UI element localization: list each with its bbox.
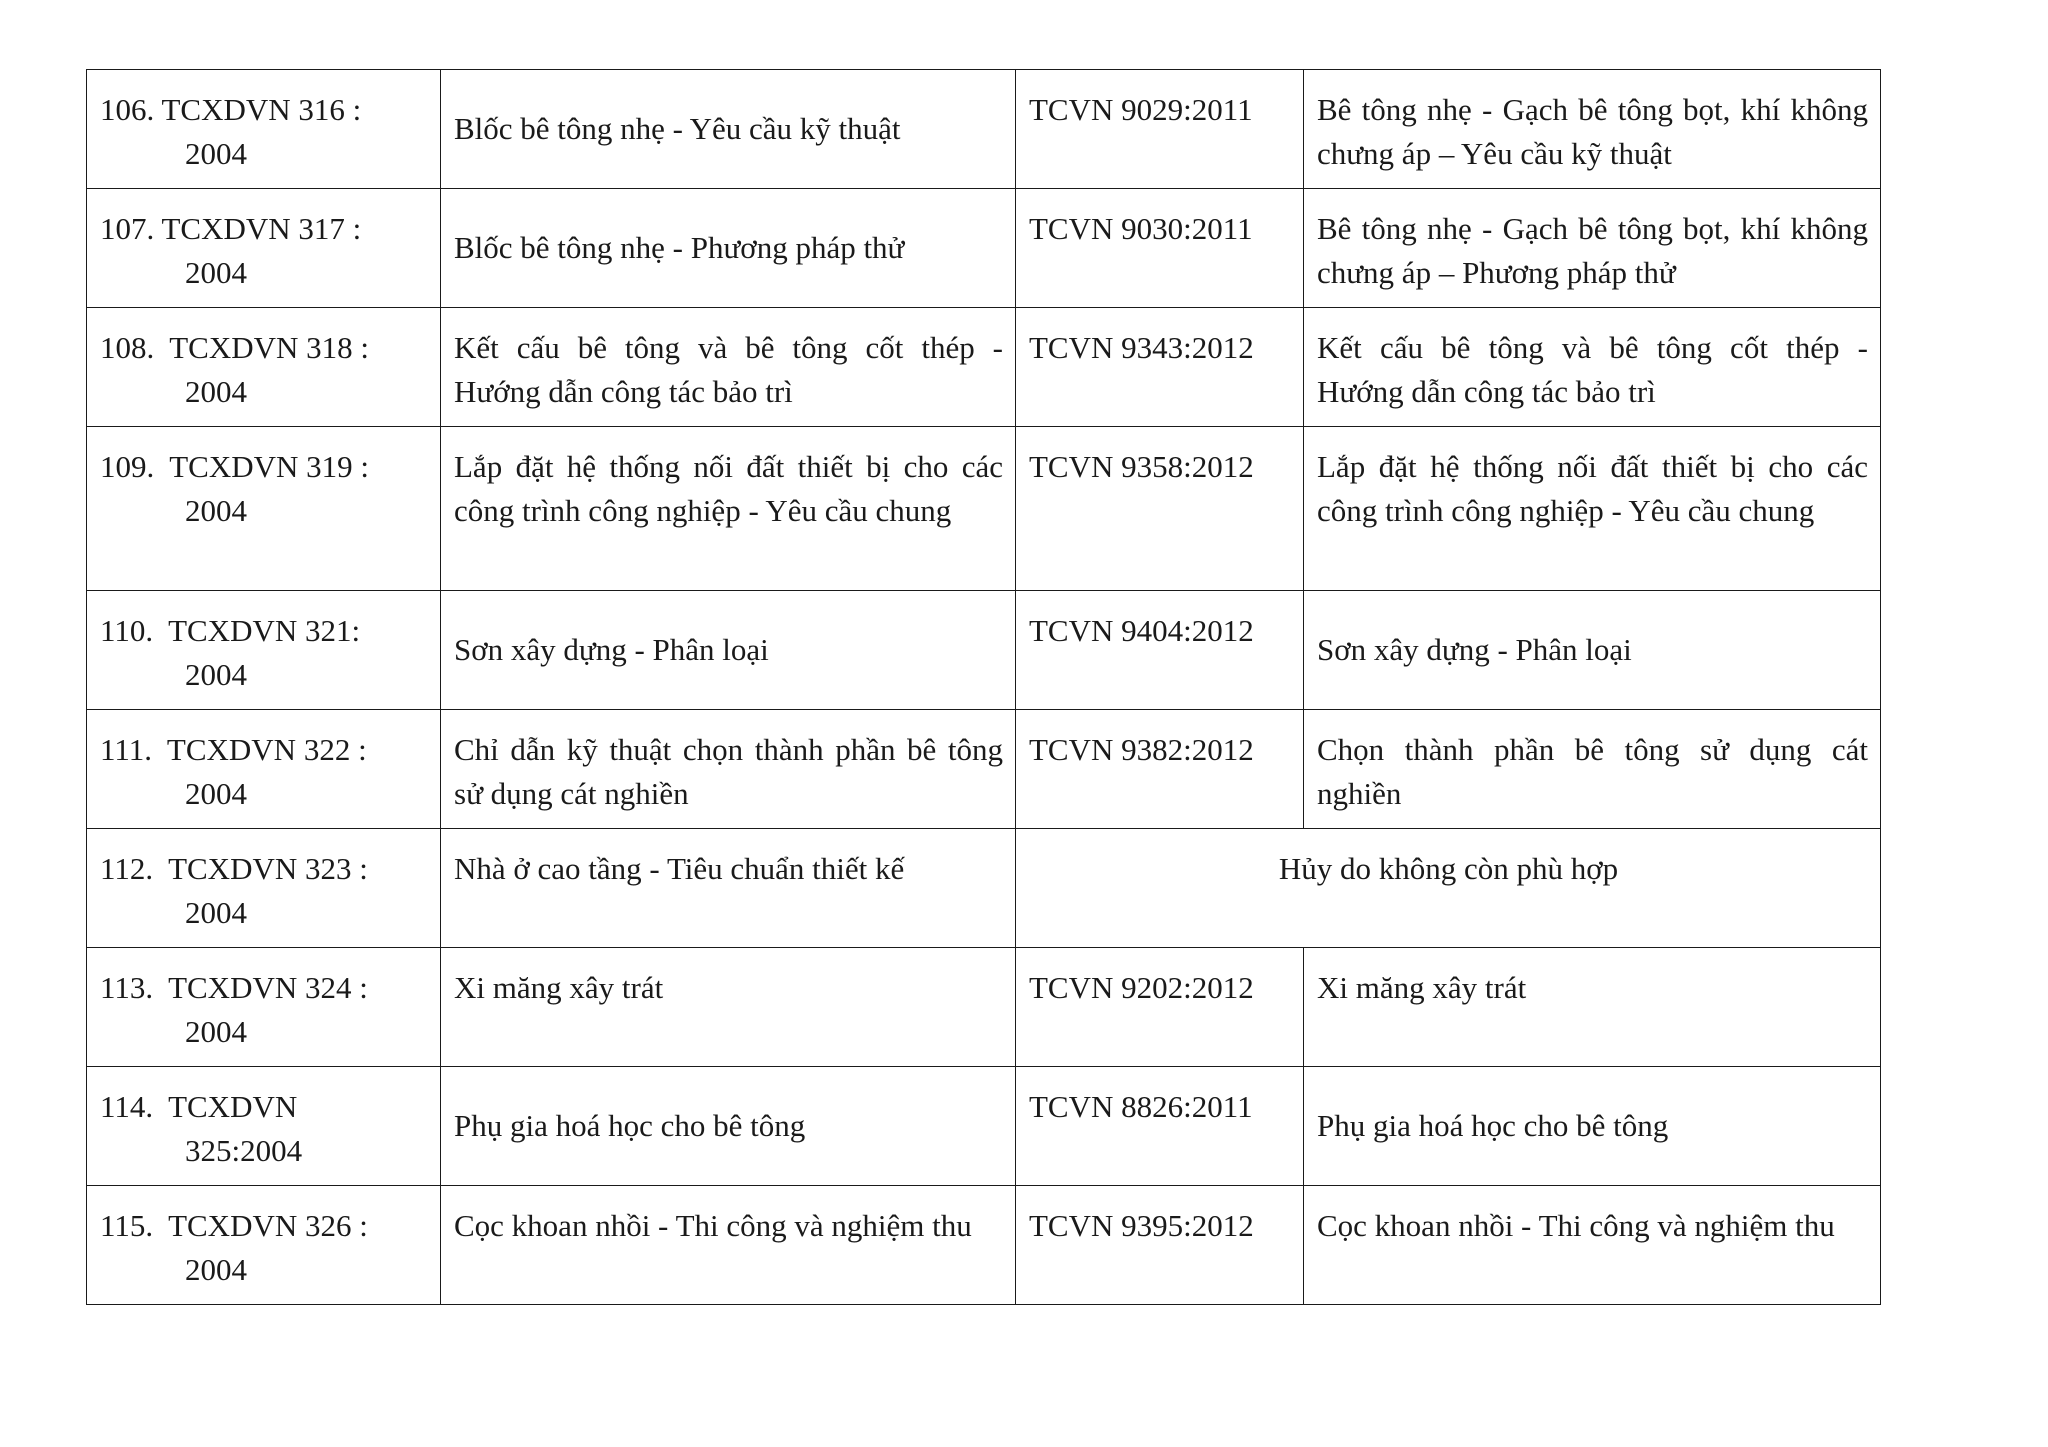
row-number: 112. <box>100 851 154 886</box>
table-row <box>87 308 1881 427</box>
row-number: 110. <box>100 613 154 648</box>
old-standard-title: Kết cấu bê tông và bê tông cốt thép - Hướng dẫn công tác bảo trì <box>441 308 1016 427</box>
new-standard-code: TCVN 9395:2012 <box>1016 1186 1304 1305</box>
old-standard-code-cell <box>87 189 441 308</box>
new-standard-title: Phụ gia hoá học cho bê tông <box>1304 1067 1881 1186</box>
new-standard-title: Kết cấu bê tông và bê tông cốt thép - Hướng dẫn công tác bảo trì <box>1304 308 1881 427</box>
old-standard-title: Xi măng xây trát <box>441 948 1016 1067</box>
old-standard-year: 2004 <box>185 255 247 290</box>
table-row <box>87 710 1881 829</box>
old-standard-title: Blốc bê tông nhẹ - Yêu cầu kỹ thuật <box>441 70 1016 189</box>
old-standard-title: Phụ gia hoá học cho bê tông <box>441 1067 1016 1186</box>
old-standard-year: 2004 <box>185 1014 247 1049</box>
old-standard-code-cell <box>87 1067 441 1186</box>
new-standard-title: Bê tông nhẹ - Gạch bê tông bọt, khí không chưng áp – Yêu cầu kỹ thuật <box>1304 70 1881 189</box>
table-row <box>87 1067 1881 1186</box>
old-standard-code: TCXDVN 316 : <box>161 92 362 127</box>
new-standard-title: Lắp đặt hệ thống nối đất thiết bị cho các công trình công nghiệp - Yêu cầu chung <box>1304 427 1881 591</box>
old-standard-code-cell <box>87 70 441 189</box>
new-standard-title: Xi măng xây trát <box>1304 948 1881 1067</box>
old-standard-code-cell <box>87 829 441 948</box>
old-standard-code-cell <box>87 948 441 1067</box>
row-number: 109. <box>100 449 155 484</box>
old-standard-title: Cọc khoan nhồi - Thi công và nghiệm thu <box>441 1186 1016 1305</box>
standards-conversion-table <box>86 69 1881 1305</box>
row-number: 114. <box>100 1089 154 1124</box>
old-standard-year: 2004 <box>185 657 247 692</box>
table-row <box>87 1186 1881 1305</box>
old-standard-year: 2004 <box>185 374 247 409</box>
cancelled-note: Hủy do không còn phù hợp <box>1016 829 1881 948</box>
new-standard-title: Chọn thành phần bê tông sử dụng cát nghiền <box>1304 710 1881 829</box>
old-standard-year: 2004 <box>185 776 247 811</box>
new-standard-title: Bê tông nhẹ - Gạch bê tông bọt, khí không chưng áp – Phương pháp thử <box>1304 189 1881 308</box>
old-standard-code: TCXDVN 322 : <box>166 732 367 767</box>
row-number: 113. <box>100 970 154 1005</box>
table-row <box>87 189 1881 308</box>
row-number: 111. <box>100 732 152 767</box>
table-row <box>87 829 1881 948</box>
row-number: 106. <box>100 92 155 127</box>
old-standard-title: Nhà ở cao tầng - Tiêu chuẩn thiết kế <box>441 829 1016 948</box>
old-standard-year: 2004 <box>185 1252 247 1287</box>
old-standard-code: TCXDVN 321: <box>168 613 361 648</box>
old-standard-code-cell <box>87 1186 441 1305</box>
old-standard-title: Blốc bê tông nhẹ - Phương pháp thử <box>441 189 1016 308</box>
old-standard-code: TCXDVN 317 : <box>161 211 362 246</box>
old-standard-code-cell <box>87 710 441 829</box>
new-standard-code: TCVN 9382:2012 <box>1016 710 1304 829</box>
table-row <box>87 591 1881 710</box>
table-row <box>87 70 1881 189</box>
row-number: 107. <box>100 211 155 246</box>
old-standard-code: TCXDVN 323 : <box>168 851 368 886</box>
new-standard-code: TCVN 9029:2011 <box>1016 70 1304 189</box>
row-number: 108. <box>100 330 155 365</box>
old-standard-code-cell <box>87 591 441 710</box>
old-standard-code: TCXDVN 319 : <box>169 449 369 484</box>
old-standard-code: TCXDVN <box>168 1089 298 1124</box>
old-standard-code-cell <box>87 308 441 427</box>
old-standard-title: Chỉ dẫn kỹ thuật chọn thành phần bê tông sử dụng cát nghiền <box>441 710 1016 829</box>
old-standard-code: TCXDVN 326 : <box>168 1208 368 1243</box>
old-standard-year: 2004 <box>185 493 247 528</box>
old-standard-code: TCXDVN 318 : <box>169 330 369 365</box>
table-row <box>87 427 1881 591</box>
new-standard-code: TCVN 8826:2011 <box>1016 1067 1304 1186</box>
old-standard-code: TCXDVN 324 : <box>168 970 368 1005</box>
old-standard-year: 2004 <box>185 895 247 930</box>
old-standard-year: 325:2004 <box>185 1133 303 1168</box>
new-standard-title: Sơn xây dựng - Phân loại <box>1304 591 1881 710</box>
new-standard-code: TCVN 9404:2012 <box>1016 591 1304 710</box>
old-standard-title: Sơn xây dựng - Phân loại <box>441 591 1016 710</box>
old-standard-year: 2004 <box>185 136 247 171</box>
new-standard-code: TCVN 9358:2012 <box>1016 427 1304 591</box>
new-standard-code: TCVN 9343:2012 <box>1016 308 1304 427</box>
old-standard-code-cell <box>87 427 441 591</box>
table-row <box>87 948 1881 1067</box>
new-standard-code: TCVN 9030:2011 <box>1016 189 1304 308</box>
old-standard-title: Lắp đặt hệ thống nối đất thiết bị cho các công trình công nghiệp - Yêu cầu chung <box>441 427 1016 591</box>
row-number: 115. <box>100 1208 154 1243</box>
new-standard-code: TCVN 9202:2012 <box>1016 948 1304 1067</box>
new-standard-title: Cọc khoan nhồi - Thi công và nghiệm thu <box>1304 1186 1881 1305</box>
